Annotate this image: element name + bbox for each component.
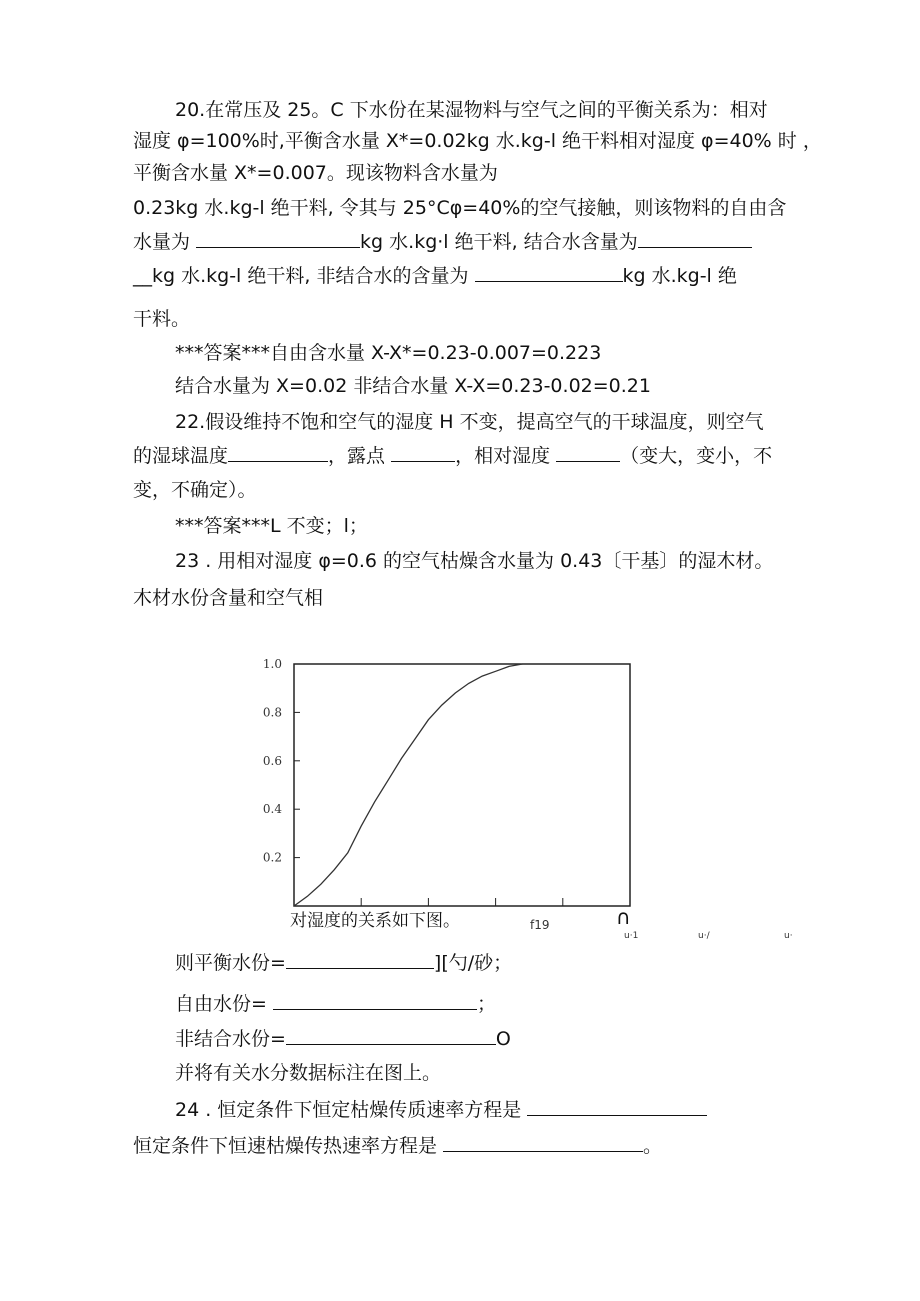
q22-line-1: 22.假设维持不饱和空气的湿度 H 不变，提高空气的干球温度，则空气 [175, 411, 764, 433]
dew-point-blank[interactable] [391, 443, 455, 462]
q20-line-5 [133, 229, 752, 255]
q20-line-1: 20.在常压及 25。C 下水份在某湿物料与空气之间的平衡关系为：相对 [175, 99, 768, 121]
q22-line-2-a: 的湿球温度 [133, 445, 229, 467]
q20-line-4: 0.23kg 水.kg-l 绝干料, 令其与 25°Cφ=40%的空气接触，则该物料的自由含 [133, 197, 787, 219]
q20-line-5-b: kg 水.kg·l 绝干料, 结合水含量为 [360, 231, 638, 253]
mass-transfer-rate-blank[interactable] [527, 1097, 707, 1116]
plot-frame [294, 664, 630, 906]
q22-line-2-c: ，相对湿度 [455, 445, 557, 467]
q23-free-a: 自由水份= [175, 993, 273, 1015]
q24-line-1-a: 24 . 恒定条件下恒定枯燥传质速率方程是 [175, 1099, 528, 1121]
q23-free-line [175, 991, 496, 1017]
q23-unbound-a: 非结合水份= [175, 1028, 286, 1050]
q23-line-1: 23 . 用相对湿度 φ=0.6 的空气枯燥含水量为 0.43〔干基〕的湿木材。 [175, 550, 774, 572]
q22-line-2-b: ，露点 [328, 445, 392, 467]
x-small-label-3: u· [784, 931, 793, 941]
x-small-label-2: u·/ [698, 931, 710, 941]
q20-line-2: 湿度 φ=100%时,平衡含水量 X*=0.02kg 水.kg-l 绝干料相对湿度 φ=40% 时 ， [133, 130, 822, 152]
series-line [294, 664, 523, 906]
equilibrium-water-blank[interactable] [286, 950, 434, 969]
free-moisture-blank[interactable] [273, 991, 477, 1010]
q23-note: 并将有关水分数据标注在图上。 [175, 1062, 442, 1084]
q20-answer-2: 结合水量为 X=0.02 非结合水量 X-X=0.23-0.02=0.21 [175, 375, 651, 397]
equilibrium-moisture-chart [240, 650, 660, 920]
q23-unbound-line [175, 1026, 511, 1052]
wet-bulb-blank[interactable] [228, 443, 328, 462]
q20-line-7: 干料。 [133, 308, 191, 330]
q23-unbound-b: O [495, 1028, 511, 1050]
y-tick-label: 0.2 [262, 850, 282, 865]
x-small-label-1: u·1 [624, 931, 639, 941]
q20-line-6 [133, 263, 737, 289]
y-tick-label: 1.0 [262, 657, 282, 671]
heat-transfer-rate-blank[interactable] [443, 1133, 643, 1152]
unbound-water-blank[interactable] [475, 263, 623, 282]
q20-line-3: 平衡含水量 X*=0.007。现该物料含水量为 [133, 162, 498, 184]
bound-water-blank[interactable] [638, 229, 752, 248]
q22-answer: ***答案***L 不变；l； [175, 515, 368, 537]
free-water-blank[interactable] [196, 229, 360, 248]
q23-eq-b: ][勺/砂； [433, 952, 513, 974]
q20-line-6-b: kg 水.kg-l 绝 [622, 265, 737, 287]
y-tick-label: 0.6 [262, 753, 282, 768]
q24-line-2-b: 。 [643, 1135, 663, 1157]
q23-free-b: ； [476, 993, 496, 1015]
fig-mark: ∩ [616, 905, 631, 929]
q22-line-2-d: （变大，变小，不 [620, 445, 773, 467]
q20-line-6-a: __kg 水.kg-l 绝干料, 非结合水的含量为 [133, 265, 475, 287]
q23-equilibrium-line [175, 950, 512, 976]
q20-line-5-a: 水量为 [133, 231, 197, 253]
y-tick-label: 0.8 [262, 705, 282, 720]
q23-eq-a: 则平衡水份= [175, 952, 286, 974]
unbound-moisture-blank[interactable] [286, 1026, 496, 1045]
q23-caption: 对湿度的关系如下图。 [290, 911, 460, 931]
q22-line-3: 变，不确定）。 [133, 479, 257, 501]
q24-line-1 [175, 1097, 707, 1123]
fig-label: f19 [530, 918, 550, 932]
q24-line-2 [133, 1133, 662, 1159]
q23-line-2: 木材水份含量和空气相 [133, 587, 324, 609]
y-tick-label: 0.4 [262, 802, 282, 817]
q20-answer-1: ***答案***自由含水量 X-X*=0.23-0.007=0.223 [175, 342, 602, 364]
q24-line-2-a: 恒定条件下恒速枯燥传热速率方程是 [133, 1135, 444, 1157]
relative-humidity-blank[interactable] [556, 443, 620, 462]
q22-line-2 [133, 443, 772, 469]
